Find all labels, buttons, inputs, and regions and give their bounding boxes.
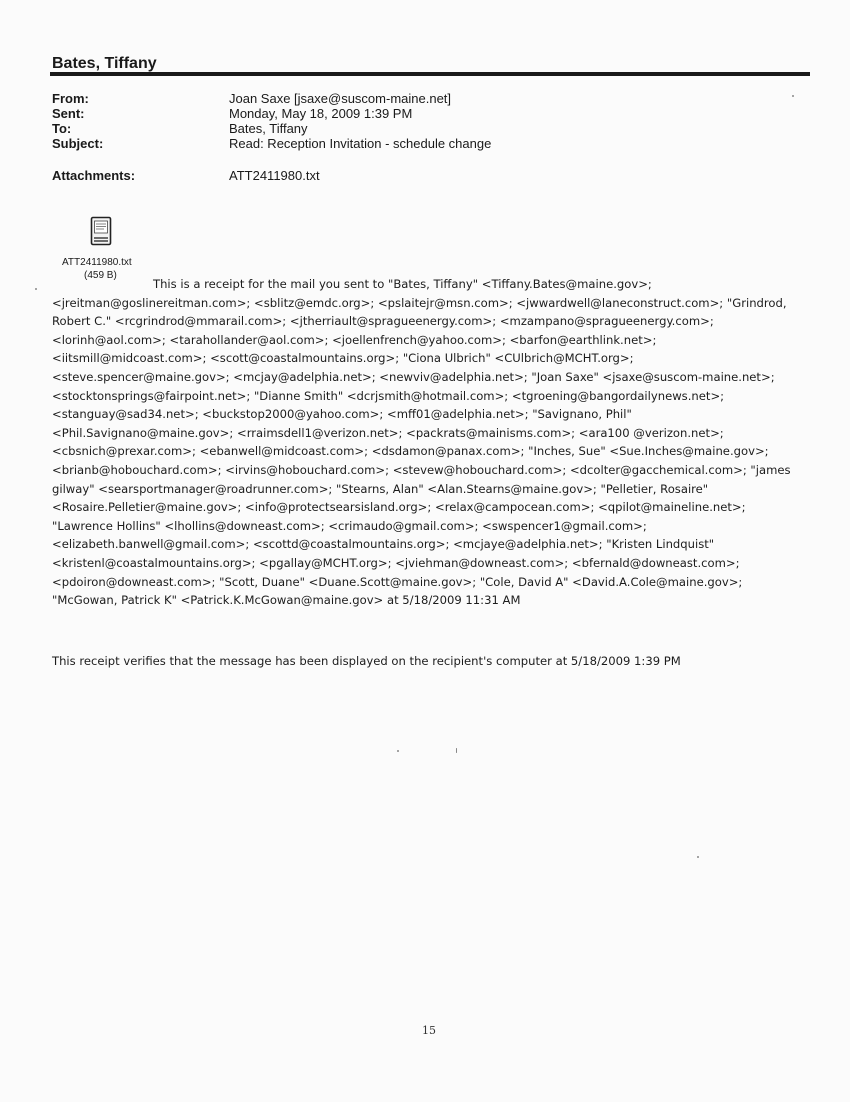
mailbox-owner-name: Bates, Tiffany (52, 55, 157, 72)
to-value: Bates, Tiffany (229, 121, 308, 136)
from-value: Joan Saxe [jsaxe@suscom-maine.net] (229, 91, 452, 106)
scan-speck (456, 748, 457, 753)
scan-speck (792, 95, 794, 97)
from-label: From: (52, 91, 89, 106)
receipt-verification-text: This receipt verifies that the message has been displayed on the recipient's computer at 5/18/2009 1:39 PM (52, 654, 681, 668)
scan-speck (35, 288, 37, 290)
page-number: 15 (422, 1024, 436, 1037)
header-divider (50, 72, 810, 76)
scan-speck (697, 856, 699, 858)
subject-value: Read: Reception Invitation - schedule change (229, 136, 492, 151)
attachments-value: ATT2411980.txt (229, 168, 320, 183)
sent-label: Sent: (52, 106, 85, 121)
to-label: To: (52, 121, 72, 136)
text-file-icon[interactable] (90, 216, 112, 246)
receipt-body-text: This is a receipt for the mail you sent to "Bates, Tiffany" <Tiffany.Bates@maine.gov>; <jreitman@goslinereitman.com>; <sblitz@emdc.org>; <pslaitejr@msn.com>; <jwwardwell@laneconstruct.com>; "Grindrod, Robert C." <rcgrindrod@mmarail.com>; <jtherriault@spragueenergy.com>; <mzampano@spragueenergy.com>; <lorinh@aol.com>; <tarahollander@aol.com>; <joellenfrench@yahoo.com>; <barfon@earthlink.net>; <iitsmill@midcoast.com>; <scott@coastalmountains.org>; "Ciona Ulbrich" <CUlbrich@MCHT.org>; <steve.spencer@maine.gov>; <mcjay@adelphia.net>; <newviv@adelphia.net>; "Joan Saxe" <jsaxe@suscom-maine.net>; <stocktonsprings@fairpoint.net>; "Dianne Smith" <dcrjsmith@hotmail.com>; <tgroening@bangordailynews.net>; <stanguay@sad34.net>; <buckstop2000@yahoo.com>; <mff01@adelphia.net>; "Savignano, Phil" <Phil.Savignano@maine.gov>; <rraimsdell1@verizon.net>; <packrats@mainisms.com>; <ara100 @verizon.net>; <cbsnich@prexar.com>; <ebanwell@midcoast.com>; <dsdamon@panax.com>; "Inches, Sue" <Sue.Inches@maine.gov>; <brianb@hobouchard.com>; <irvins@hobouchard.com>; <stevew@hobouchard.com>; <dcolter@gacchemical.com>; "james gilway" <searsportmanager@roadrunner.com>; "Stearns, Alan" <Alan.Stearns@maine.gov>; "Pelletier, Rosaire" <Rosaire.Pelletier@maine.gov>; <info@protectsearsisland.org>; <relax@campocean.com>; <qpilot@maineline.net>; "Lawrence Hollins" <lhollins@downeast.com>; <crimaudo@gmail.com>; <swspencer1@gmail.com>; <elizabeth.banwell@gmail.com>; <scottd@coastalmountains.org>; <mcjaye@adelphia.net>; "Kristen Lindquist" <kristenl@coastalmountains.org>; <pgallay@MCHT.org>; <jviehman@downeast.com>; <bfernald@downeast.com>; <pdoiron@downeast.com>; "Scott, Duane" <Duane.Scott@maine.gov>; "Cole, David A" <David.A.Cole@maine.gov>; "McGowan, Patrick K" <Patrick.K.McGowan@maine.gov> at 5/18/2009 11:31 AM (52, 277, 791, 608)
attachment-filename[interactable]: ATT2411980.txt (62, 257, 132, 268)
sent-value: Monday, May 18, 2009 1:39 PM (229, 106, 413, 121)
attachments-label: Attachments: (52, 168, 136, 183)
scan-speck (397, 750, 399, 752)
subject-label: Subject: (52, 136, 104, 151)
attachment-size: (459 B) (84, 270, 117, 281)
